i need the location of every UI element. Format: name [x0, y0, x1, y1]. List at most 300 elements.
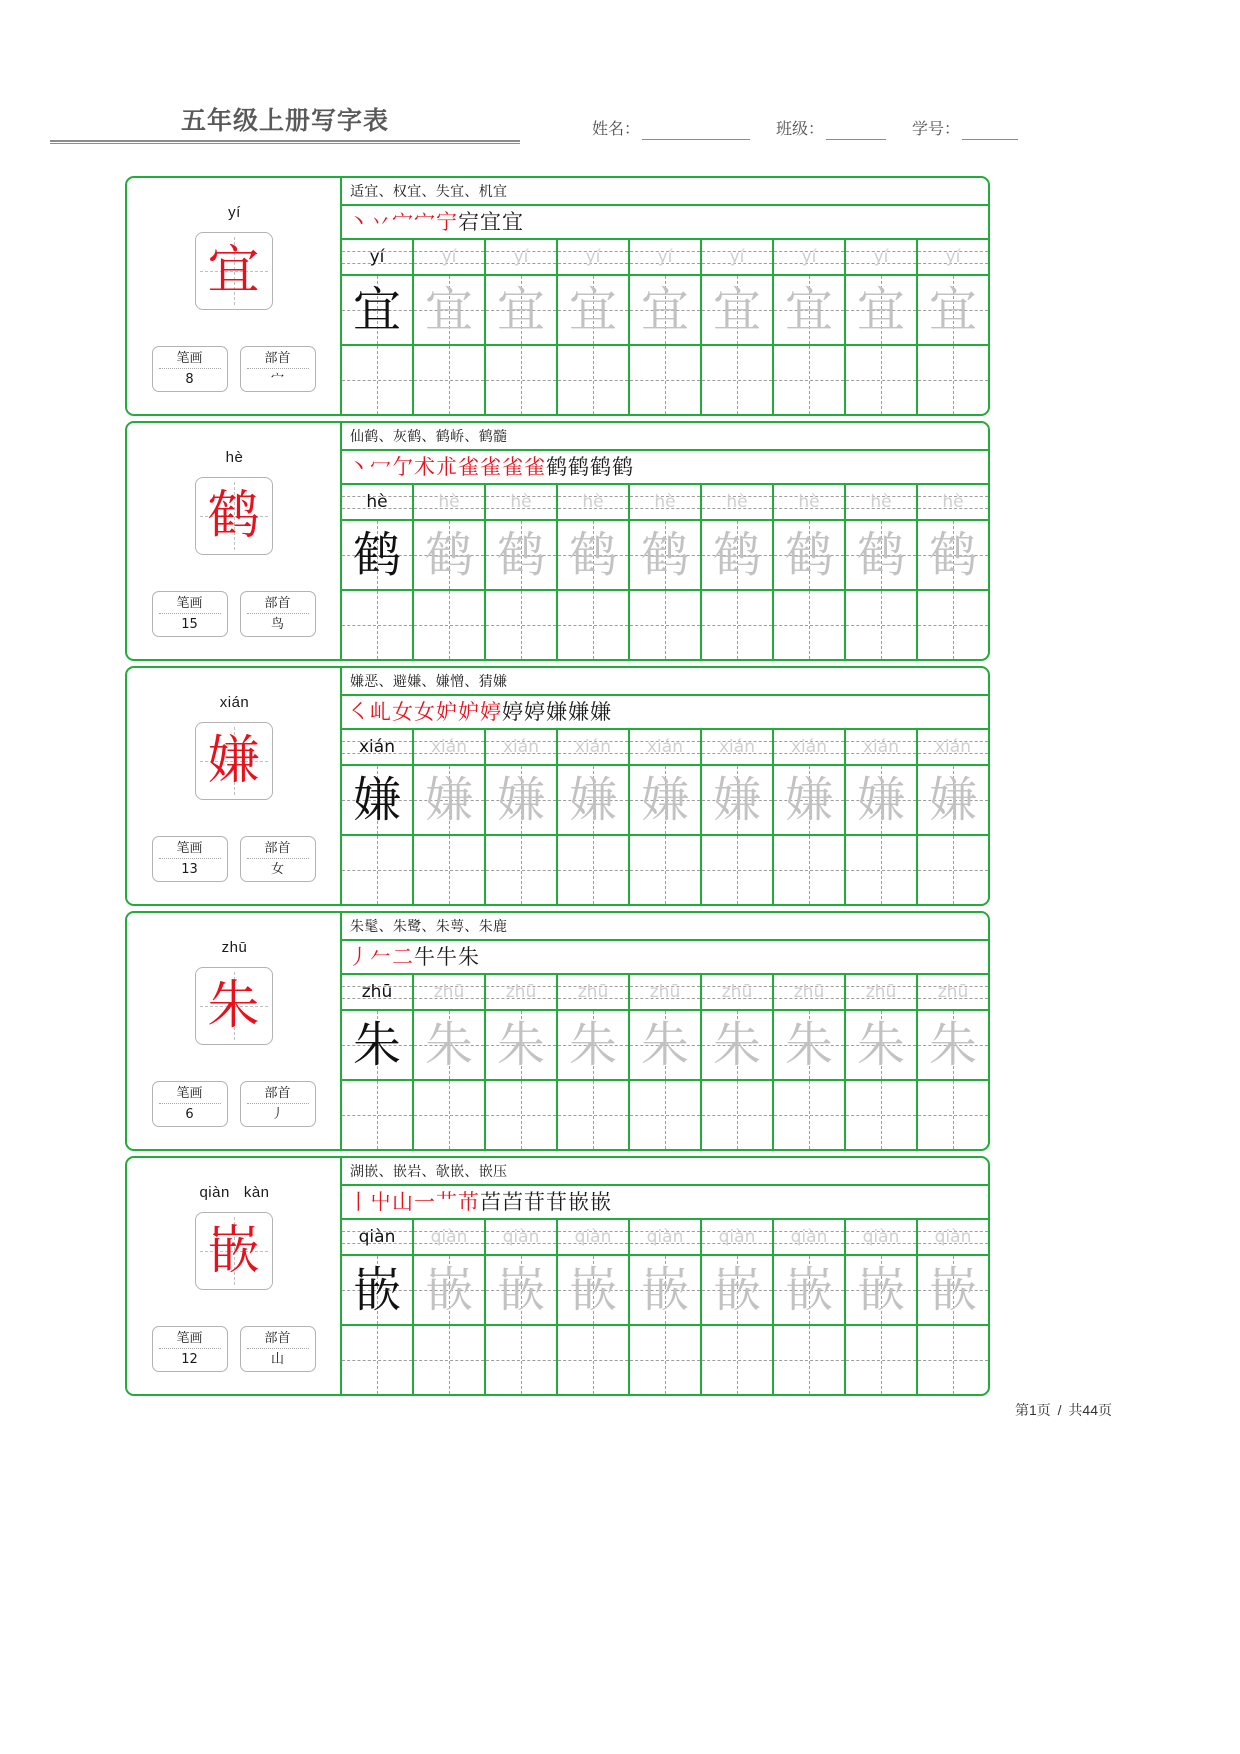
- blank-practice-row: [342, 836, 988, 904]
- character-entry: [125, 666, 990, 906]
- character-cell[interactable]: [774, 766, 846, 834]
- pinyin-text: hè: [366, 492, 388, 512]
- stroke-step: 婷: [480, 700, 501, 724]
- character-glyph: 嵌: [496, 1262, 545, 1318]
- character-glyph: 鹤: [712, 527, 761, 583]
- pinyin-text: qiàn: [502, 1227, 540, 1247]
- radical-label: 部首: [247, 1082, 309, 1104]
- blank-practice-cell[interactable]: [342, 836, 414, 904]
- pinyin-cell[interactable]: [918, 975, 988, 1009]
- blank-practice-row: [342, 346, 988, 414]
- character-glyph: 鹤: [928, 527, 977, 583]
- character-glyph: 朱: [712, 1017, 761, 1073]
- radical-box: [240, 1081, 316, 1127]
- practice-panel: [342, 423, 988, 659]
- pinyin-cell[interactable]: [702, 730, 774, 764]
- stroke-order-row: [342, 941, 988, 975]
- grid-horizontal-guide: [486, 380, 556, 381]
- stroke-count-box: [152, 346, 228, 392]
- pinyin-cell[interactable]: [486, 730, 558, 764]
- character-cell[interactable]: [414, 1011, 486, 1079]
- blank-practice-cell[interactable]: [774, 346, 846, 414]
- stroke-count-label: 笔画: [159, 592, 221, 614]
- pinyin-cell[interactable]: [774, 730, 846, 764]
- character-glyph: 嫌: [352, 772, 401, 828]
- character-glyph: 嫌: [568, 772, 617, 828]
- pinyin-text: qiàn: [358, 1227, 396, 1247]
- stroke-step: 丷: [370, 210, 391, 234]
- page-title: 五年级上册写字表: [180, 107, 389, 135]
- number-blank[interactable]: [962, 123, 1018, 140]
- character-cell[interactable]: [846, 1011, 918, 1079]
- stroke-order-sequence: [348, 1191, 611, 1213]
- pinyin-cell[interactable]: [414, 240, 486, 274]
- entry-pinyin: [127, 694, 342, 711]
- character-glyph: 嵌: [712, 1262, 761, 1318]
- blank-practice-cell[interactable]: [558, 1081, 630, 1149]
- pinyin-text: xián: [863, 737, 899, 757]
- pinyin-cell[interactable]: [342, 240, 414, 274]
- pinyin-cell[interactable]: [630, 1220, 702, 1254]
- grid-horizontal-guide: [846, 625, 916, 626]
- blank-practice-cell[interactable]: [846, 1081, 918, 1149]
- character-glyph: 嫌: [424, 772, 473, 828]
- character-glyph: 鹤: [496, 527, 545, 583]
- blank-practice-cell[interactable]: [702, 346, 774, 414]
- pinyin-text: hè: [942, 492, 964, 512]
- class-label: 班级：: [776, 121, 825, 138]
- character-cell[interactable]: [918, 521, 988, 589]
- entry-pinyin-primary: qiàn: [199, 1184, 230, 1201]
- stroke-step: 丶: [348, 455, 369, 479]
- stroke-step: 苩: [480, 1190, 501, 1214]
- character-glyph: 宜: [712, 282, 761, 338]
- character-cell[interactable]: [630, 1256, 702, 1324]
- pinyin-text: qiàn: [430, 1227, 468, 1247]
- pinyin-practice-row: [342, 730, 988, 766]
- blank-practice-cell[interactable]: [414, 346, 486, 414]
- blank-practice-cell[interactable]: [414, 836, 486, 904]
- blank-practice-cell[interactable]: [918, 346, 988, 414]
- character-cell[interactable]: [846, 521, 918, 589]
- pinyin-cell[interactable]: [846, 240, 918, 274]
- pinyin-cell[interactable]: [342, 1220, 414, 1254]
- pinyin-cell[interactable]: [846, 1220, 918, 1254]
- grid-horizontal-guide: [774, 1360, 844, 1361]
- pinyin-cell[interactable]: [918, 240, 988, 274]
- entry-meta: [152, 346, 316, 392]
- character-cell[interactable]: [702, 1011, 774, 1079]
- pinyin-cell[interactable]: [342, 485, 414, 519]
- radical-label: 部首: [247, 837, 309, 859]
- grid-horizontal-guide: [774, 1115, 844, 1116]
- model-character: 宜: [207, 241, 260, 301]
- radical-value: 女: [270, 862, 284, 877]
- blank-practice-cell[interactable]: [342, 1081, 414, 1149]
- grid-horizontal-guide: [486, 1360, 556, 1361]
- blank-practice-cell[interactable]: [630, 346, 702, 414]
- grid-horizontal-guide: [918, 870, 988, 871]
- character-cell[interactable]: [486, 766, 558, 834]
- entry-pinyin-secondary: kàn: [243, 1184, 270, 1201]
- pinyin-cell[interactable]: [558, 730, 630, 764]
- blank-practice-cell[interactable]: [558, 591, 630, 659]
- character-glyph: 嵌: [424, 1262, 473, 1318]
- grid-horizontal-guide: [486, 1115, 556, 1116]
- character-cell[interactable]: [342, 1256, 414, 1324]
- character-cell[interactable]: [414, 276, 486, 344]
- stroke-count-box: [152, 591, 228, 637]
- pinyin-cell[interactable]: [414, 730, 486, 764]
- blank-practice-cell[interactable]: [486, 591, 558, 659]
- grid-horizontal-guide: [774, 625, 844, 626]
- stroke-step: 鹤: [568, 455, 589, 479]
- blank-practice-cell[interactable]: [774, 836, 846, 904]
- pinyin-text: hè: [510, 492, 532, 512]
- character-cell[interactable]: [918, 766, 988, 834]
- page-separator: /: [1057, 1402, 1062, 1418]
- model-character: 嵌: [207, 1221, 260, 1281]
- pinyin-cell[interactable]: [414, 485, 486, 519]
- model-character-box: [195, 722, 273, 800]
- blank-practice-cell[interactable]: [918, 836, 988, 904]
- pinyin-text: zhū: [937, 982, 969, 1002]
- character-cell[interactable]: [846, 1256, 918, 1324]
- pinyin-cell[interactable]: [702, 975, 774, 1009]
- character-glyph: 嵌: [928, 1262, 977, 1318]
- practice-panel: [342, 178, 988, 414]
- character-cell[interactable]: [414, 521, 486, 589]
- radical-box: [240, 836, 316, 882]
- character-cell[interactable]: [918, 276, 988, 344]
- practice-panel: [342, 1158, 988, 1394]
- pinyin-text: hè: [582, 492, 604, 512]
- character-cell[interactable]: [414, 1256, 486, 1324]
- entry-pinyin: [127, 939, 342, 956]
- entry-pinyin: [127, 1184, 342, 1201]
- model-character-box: [195, 1212, 273, 1290]
- blank-practice-cell[interactable]: [774, 591, 846, 659]
- blank-practice-cell[interactable]: [918, 1081, 988, 1149]
- stroke-step: 婷: [524, 700, 545, 724]
- pinyin-cell[interactable]: [846, 730, 918, 764]
- blank-practice-cell[interactable]: [414, 1326, 486, 1394]
- entry-pinyin-primary: xián: [219, 694, 250, 711]
- radical-value: 山: [270, 1352, 284, 1367]
- pinyin-text: qiàn: [862, 1227, 900, 1247]
- pinyin-text: yí: [945, 247, 961, 267]
- pinyin-cell[interactable]: [702, 485, 774, 519]
- character-glyph: 鹤: [856, 527, 905, 583]
- character-glyph: 嵌: [568, 1262, 617, 1318]
- stroke-order-row: [342, 451, 988, 485]
- pinyin-practice-row: [342, 1220, 988, 1256]
- character-cell[interactable]: [918, 1256, 988, 1324]
- name-blank[interactable]: [642, 123, 750, 140]
- pinyin-cell[interactable]: [486, 1220, 558, 1254]
- pinyin-text: xián: [719, 737, 755, 757]
- blank-practice-cell[interactable]: [702, 836, 774, 904]
- pinyin-cell[interactable]: [846, 485, 918, 519]
- character-glyph: 宜: [424, 282, 473, 338]
- stroke-count-value: 12: [181, 1352, 198, 1367]
- character-cell[interactable]: [486, 1256, 558, 1324]
- entry-pinyin: [127, 449, 342, 466]
- character-glyph: 嫌: [640, 772, 689, 828]
- stroke-count-box: [152, 836, 228, 882]
- pinyin-cell[interactable]: [630, 240, 702, 274]
- stroke-step: 丿: [348, 945, 369, 969]
- pinyin-text: zhū: [361, 982, 393, 1002]
- example-words: 嫌恶、避嫌、嫌憎、猜嫌: [342, 668, 988, 696]
- student-fields: [592, 120, 1018, 140]
- character-cell[interactable]: [702, 521, 774, 589]
- blank-practice-cell[interactable]: [486, 1326, 558, 1394]
- blank-practice-cell[interactable]: [774, 1326, 846, 1394]
- grid-horizontal-guide: [558, 1115, 628, 1116]
- stroke-step: 山: [392, 1190, 413, 1214]
- pinyin-text: xián: [647, 737, 683, 757]
- model-character: 鹤: [207, 486, 260, 546]
- character-cell[interactable]: [774, 1256, 846, 1324]
- page-footer: [1015, 1400, 1112, 1420]
- pinyin-text: yí: [729, 247, 745, 267]
- radical-label: 部首: [247, 347, 309, 369]
- character-tracing-row: [342, 1256, 988, 1326]
- character-glyph: 宜: [640, 282, 689, 338]
- character-cell[interactable]: [702, 276, 774, 344]
- blank-practice-cell[interactable]: [846, 836, 918, 904]
- number-field[interactable]: [912, 120, 1018, 140]
- character-cell[interactable]: [558, 1256, 630, 1324]
- character-cell[interactable]: [774, 1011, 846, 1079]
- blank-practice-cell[interactable]: [630, 591, 702, 659]
- stroke-step: 朱: [458, 945, 479, 969]
- number-label: 学号：: [912, 121, 961, 138]
- blank-practice-cell[interactable]: [630, 836, 702, 904]
- stroke-count-value: 15: [181, 617, 198, 632]
- entry-meta: [152, 591, 316, 637]
- pinyin-cell[interactable]: [702, 240, 774, 274]
- stroke-step: 女: [392, 700, 413, 724]
- character-cell[interactable]: [558, 1011, 630, 1079]
- stroke-order-row: [342, 696, 988, 730]
- stroke-count-box: [152, 1326, 228, 1372]
- pinyin-cell[interactable]: [918, 730, 988, 764]
- pinyin-practice-row: [342, 485, 988, 521]
- class-field[interactable]: [776, 120, 886, 140]
- grid-horizontal-guide: [774, 380, 844, 381]
- blank-practice-cell[interactable]: [558, 836, 630, 904]
- pinyin-text: qiàn: [574, 1227, 612, 1247]
- grid-horizontal-guide: [486, 870, 556, 871]
- blank-practice-cell[interactable]: [486, 836, 558, 904]
- pinyin-cell[interactable]: [630, 485, 702, 519]
- pinyin-cell[interactable]: [558, 1220, 630, 1254]
- model-character: 朱: [207, 976, 260, 1036]
- character-cell[interactable]: [486, 521, 558, 589]
- blank-practice-cell[interactable]: [558, 1326, 630, 1394]
- pinyin-text: yí: [873, 247, 889, 267]
- stroke-step: 宕: [458, 210, 479, 234]
- stroke-order-sequence: [348, 946, 479, 968]
- entry-info-panel: [127, 423, 342, 659]
- blank-practice-cell[interactable]: [846, 1326, 918, 1394]
- character-glyph: 宜: [928, 282, 977, 338]
- example-words: 朱髦、朱鹭、朱萼、朱鹿: [342, 913, 988, 941]
- character-glyph: 鹤: [568, 527, 617, 583]
- blank-practice-cell[interactable]: [918, 1326, 988, 1394]
- character-cell[interactable]: [486, 1011, 558, 1079]
- character-cell[interactable]: [342, 276, 414, 344]
- pinyin-cell[interactable]: [342, 730, 414, 764]
- stroke-step: 屮: [370, 1190, 391, 1214]
- blank-practice-cell[interactable]: [342, 591, 414, 659]
- character-cell[interactable]: [702, 766, 774, 834]
- character-cell[interactable]: [630, 766, 702, 834]
- grid-horizontal-guide: [342, 1115, 412, 1116]
- character-glyph: 朱: [496, 1017, 545, 1073]
- stroke-step: 妒: [436, 700, 457, 724]
- character-cell[interactable]: [558, 521, 630, 589]
- stroke-step: 宀: [392, 210, 413, 234]
- pinyin-cell[interactable]: [630, 975, 702, 1009]
- stroke-step: 嵌: [568, 1190, 589, 1214]
- character-glyph: 宜: [784, 282, 833, 338]
- stroke-step: 苩: [502, 1190, 523, 1214]
- blank-practice-cell[interactable]: [918, 591, 988, 659]
- blank-practice-cell[interactable]: [558, 346, 630, 414]
- pinyin-cell[interactable]: [342, 975, 414, 1009]
- stroke-step: 宜: [480, 210, 501, 234]
- stroke-step: 一: [414, 1190, 435, 1214]
- blank-practice-cell[interactable]: [486, 346, 558, 414]
- entry-info-panel: [127, 668, 342, 904]
- blank-practice-cell[interactable]: [846, 591, 918, 659]
- practice-panel: [342, 668, 988, 904]
- blank-practice-cell[interactable]: [774, 1081, 846, 1149]
- character-cell[interactable]: [342, 1011, 414, 1079]
- pinyin-cell[interactable]: [846, 975, 918, 1009]
- pinyin-text: zhū: [433, 982, 465, 1002]
- pinyin-cell[interactable]: [558, 485, 630, 519]
- grid-horizontal-guide: [414, 1360, 484, 1361]
- blank-practice-cell[interactable]: [630, 1326, 702, 1394]
- pinyin-text: zhū: [793, 982, 825, 1002]
- blank-practice-cell[interactable]: [486, 1081, 558, 1149]
- blank-practice-cell[interactable]: [630, 1081, 702, 1149]
- stroke-step: 苷: [546, 1190, 567, 1214]
- blank-practice-cell[interactable]: [414, 1081, 486, 1149]
- pinyin-cell[interactable]: [774, 485, 846, 519]
- character-tracing-row: [342, 521, 988, 591]
- pinyin-cell[interactable]: [918, 1220, 988, 1254]
- entry-info-panel: [127, 913, 342, 1149]
- stroke-step: 鹤: [612, 455, 633, 479]
- character-cell[interactable]: [846, 276, 918, 344]
- character-cell[interactable]: [342, 766, 414, 834]
- stroke-step: 二: [392, 945, 413, 969]
- grid-horizontal-guide: [630, 625, 700, 626]
- pinyin-practice-row: [342, 240, 988, 276]
- grid-horizontal-guide: [702, 625, 772, 626]
- character-entry: [125, 421, 990, 661]
- character-cell[interactable]: [558, 276, 630, 344]
- character-glyph: 鹤: [784, 527, 833, 583]
- character-entry-list: [125, 176, 990, 1401]
- blank-practice-cell[interactable]: [342, 346, 414, 414]
- blank-practice-cell[interactable]: [846, 346, 918, 414]
- pinyin-cell[interactable]: [486, 975, 558, 1009]
- radical-value: 鸟: [270, 617, 284, 632]
- pinyin-text: hè: [726, 492, 748, 512]
- blank-practice-cell[interactable]: [702, 591, 774, 659]
- entry-info-panel: [127, 1158, 342, 1394]
- pinyin-cell[interactable]: [414, 975, 486, 1009]
- grid-horizontal-guide: [630, 1115, 700, 1116]
- character-tracing-row: [342, 766, 988, 836]
- character-cell[interactable]: [630, 521, 702, 589]
- pinyin-cell[interactable]: [702, 1220, 774, 1254]
- character-cell[interactable]: [342, 521, 414, 589]
- character-cell[interactable]: [774, 276, 846, 344]
- character-cell[interactable]: [846, 766, 918, 834]
- character-cell[interactable]: [774, 521, 846, 589]
- character-cell[interactable]: [918, 1011, 988, 1079]
- pinyin-cell[interactable]: [918, 485, 988, 519]
- pinyin-cell[interactable]: [486, 485, 558, 519]
- blank-practice-cell[interactable]: [702, 1326, 774, 1394]
- grid-horizontal-guide: [846, 1115, 916, 1116]
- pinyin-cell[interactable]: [486, 240, 558, 274]
- page-header: [0, 104, 1240, 164]
- character-glyph: 朱: [928, 1017, 977, 1073]
- blank-practice-row: [342, 1326, 988, 1394]
- pinyin-cell[interactable]: [558, 975, 630, 1009]
- character-cell[interactable]: [702, 1256, 774, 1324]
- blank-practice-cell[interactable]: [414, 591, 486, 659]
- character-cell[interactable]: [630, 276, 702, 344]
- pinyin-cell[interactable]: [414, 1220, 486, 1254]
- grid-horizontal-guide: [558, 1360, 628, 1361]
- blank-practice-cell[interactable]: [342, 1326, 414, 1394]
- entry-meta: [152, 1081, 316, 1127]
- character-cell[interactable]: [414, 766, 486, 834]
- pinyin-cell[interactable]: [774, 240, 846, 274]
- character-glyph: 宜: [352, 282, 401, 338]
- name-field[interactable]: [592, 120, 750, 140]
- stroke-order-sequence: [348, 456, 633, 478]
- pinyin-cell[interactable]: [774, 975, 846, 1009]
- class-blank[interactable]: [826, 123, 886, 140]
- pinyin-cell[interactable]: [558, 240, 630, 274]
- character-glyph: 鹤: [640, 527, 689, 583]
- stroke-count-label: 笔画: [159, 1082, 221, 1104]
- pinyin-cell[interactable]: [630, 730, 702, 764]
- grid-horizontal-guide: [774, 870, 844, 871]
- radical-box: [240, 591, 316, 637]
- character-glyph: 嫌: [496, 772, 545, 828]
- radical-box: [240, 346, 316, 392]
- pinyin-cell[interactable]: [774, 1220, 846, 1254]
- character-cell[interactable]: [630, 1011, 702, 1079]
- stroke-step: 女: [414, 700, 435, 724]
- character-cell[interactable]: [558, 766, 630, 834]
- character-glyph: 嫌: [856, 772, 905, 828]
- character-cell[interactable]: [486, 276, 558, 344]
- character-glyph: 嵌: [352, 1262, 401, 1318]
- blank-practice-cell[interactable]: [702, 1081, 774, 1149]
